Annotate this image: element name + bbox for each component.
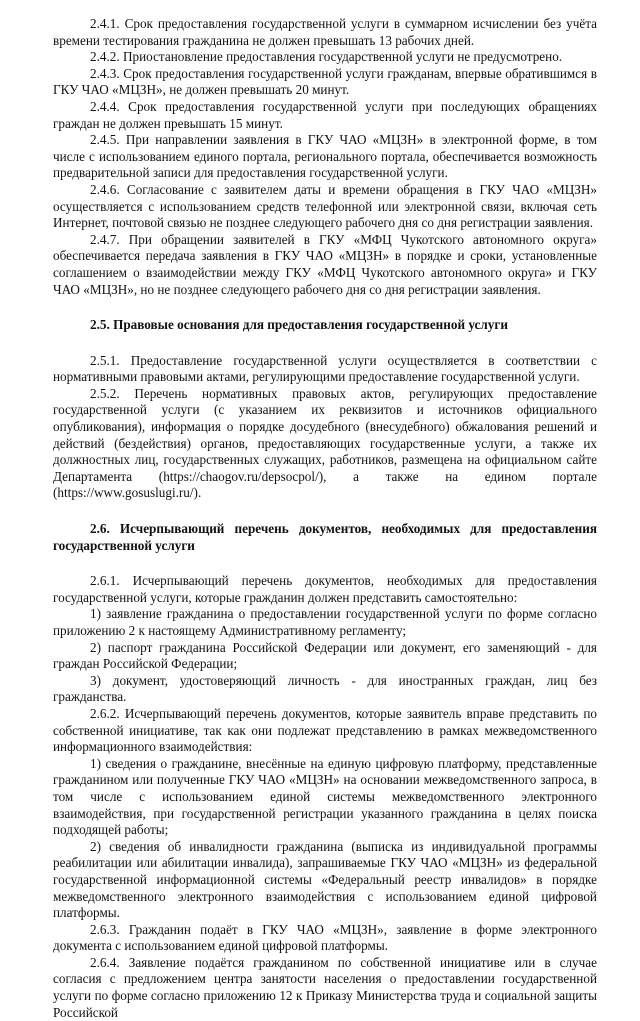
spacer bbox=[53, 334, 597, 353]
paragraph-2-4-7: 2.4.7. При обращении заявителей в ГКУ «МФЦ Чукотского автономного округа» обеспечивается передача заявления в ГКУ ЧАО «МЦЗН» в порядке и сроки, установленные соглашением о взаимодействии между ГКУ «МФЦ Чукотского автономного округа» и ГКУ ЧАО «МЦЗН», но не позднее следующего рабочего дня со дня регистрации заявления. bbox=[53, 231, 597, 297]
paragraph-2-4-3: 2.4.3. Срок предоставления государственной услуги гражданам, впервые обратившимся в ГКУ ЧАО «МЦЗН», не должен превышать 20 минут. bbox=[53, 65, 597, 98]
paragraph-2-5-2: 2.5.2. Перечень нормативных правовых актов, регулирующих предоставление государственной услуги (с указанием их реквизитов и источников официального опубликования), информация о порядке досудебного (внесудебного) обжалования решений и действий (бездействия) органов, предоставляющих государственные услуги, а также их должностных лиц, государственных служащих, работников, размещена на официальном сайте Департамента (https://chaogov.ru/depsocpol/), а также на едином портале (https://www.gosuslugi.ru/). bbox=[53, 385, 597, 501]
spacer bbox=[53, 298, 597, 317]
list-item-2-6-1-2: 2) паспорт гражданина Российской Федерации или документ, его заменяющий - для граждан Российской Федерации; bbox=[53, 639, 597, 672]
spacer bbox=[53, 502, 597, 521]
section-heading-2-5: 2.5. Правовые основания для предоставления государственной услуги bbox=[90, 317, 508, 333]
paragraph-2-5-1: 2.5.1. Предоставление государственной услуги осуществляется в соответствии с нормативными правовыми актами, регулирующими предоставление государственной услуги. bbox=[53, 352, 597, 385]
list-item-2-6-2-2: 2) сведения об инвалидности гражданина (выписка из индивидуальной программы реабилитации или абилитации инвалида), запрашиваемые ГКУ ЧАО «МЦЗН» из федеральной государственной информационной системы «Федеральный реестр инвалидов» в порядке межведомственного электронного взаимодействия с использованием единой цифровой платформы. bbox=[53, 838, 597, 921]
paragraph-2-4-5: 2.4.5. При направлении заявления в ГКУ ЧАО «МЦЗН» в электронной форме, в том числе с использованием единого портала, регионального портала, обеспечивается возможность предварительной записи для предоставления государственной услуги. bbox=[53, 132, 597, 181]
list-item-2-6-1-1: 1) заявление гражданина о предоставлении государственной услуги по форме согласно приложению 2 к настоящему Административному регламенту; bbox=[53, 606, 597, 638]
paragraph-2-4-1: 2.4.1. Срок предоставления государственной услуги в суммарном исчислении без учёта времени тестирования гражданина не должен превышать 13 рабочих дней. bbox=[53, 16, 597, 48]
section-heading-2-6: 2.6. Исчерпывающий перечень документов, необходимых для предоставления государственной услуги bbox=[53, 521, 597, 553]
paragraph-2-4-2: 2.4.2. Приостановление предоставления государственной услуги не предусмотрено. bbox=[90, 49, 563, 65]
paragraph-2-6-2: 2.6.2. Исчерпывающий перечень документов, которые заявитель вправе представить по собственной инициативе, так как они подлежат представлению в рамках межведомственного информационного взаимодействия: bbox=[53, 705, 597, 755]
paragraph-2-4-4: 2.4.4. Срок предоставления государственной услуги при последующих обращениях граждан не должен превышать 15 минут. bbox=[53, 98, 597, 131]
paragraph-2-4-6: 2.4.6. Согласование с заявителем даты и времени обращения в ГКУ ЧАО «МЦЗН» осуществляется с использованием средств телефонной или электронной связи, включая сеть Интернет, почтовой связью не позднее следующего рабочего дня со дня регистрации заявления. bbox=[53, 181, 597, 231]
list-item-2-6-2-1: 1) сведения о гражданине, внесённые на единую цифровую платформу, представленные гражданином или полученные ГКУ ЧАО «МЦЗН» на основании межведомственного запроса, в том числе с использованием единой системы межведомственного электронного взаимодействия, при государственной регистрации указанного гражданина в целях поиска подходящей работы; bbox=[53, 755, 597, 838]
paragraph-2-6-3: 2.6.3. Гражданин подаёт в ГКУ ЧАО «МЦЗН», заявление в форме электронного документа с использованием единой цифровой платформы. bbox=[53, 921, 597, 954]
paragraph-2-6-1: 2.6.1. Исчерпывающий перечень документов, необходимых для предоставления государственной услуги, которые гражданин должен представить самостоятельно: bbox=[53, 573, 597, 605]
paragraph-2-6-4: 2.6.4. Заявление подаётся гражданином по собственной инициативе или в случае согласия с предложением центра занятости населения о предоставлении государственной услуги по форме согласно приложению 12 к Приказу Министерства труда и социальной защиты Российской bbox=[53, 954, 597, 1020]
document-page bbox=[53, 16, 597, 1021]
spacer bbox=[53, 554, 597, 573]
list-item-2-6-1-3: 3) документ, удостоверяющий личность - для иностранных граждан, лиц без гражданства. bbox=[53, 672, 597, 705]
